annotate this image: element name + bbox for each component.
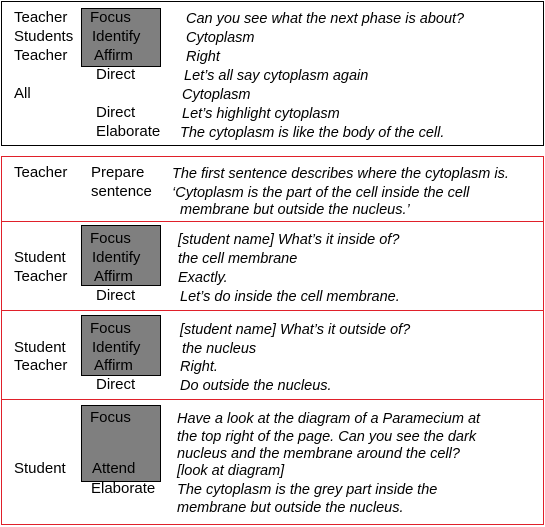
- s2-text-line-2: ‘Cytoplasm is the part of the cell inside the cell: [172, 185, 470, 201]
- s1-text-4: Let’s all say cytoplasm again: [184, 68, 369, 84]
- s5-focus-line-1: Have a look at the diagram of a Paramecium at: [177, 411, 481, 427]
- s1-speaker-5: All: [14, 85, 31, 102]
- s4-move-2: Identify: [92, 339, 141, 356]
- s2-text-line-3: membrane but outside the nucleus.’: [180, 202, 410, 218]
- s1-move-2: Identify: [92, 28, 141, 45]
- s4-text-2: the nucleus: [182, 341, 257, 357]
- s5-elaborate-line-1: The cytoplasm is the grey part inside the: [177, 482, 438, 498]
- s2-move-line-1: Prepare: [91, 164, 145, 181]
- s3-move-4: Direct: [96, 287, 136, 304]
- s2-text-line-1: The first sentence describes where the cytoplasm is.: [172, 166, 509, 182]
- s3-speaker-3: Teacher: [14, 268, 68, 285]
- s1-text-5: Cytoplasm: [182, 87, 251, 103]
- s4-move-4: Direct: [96, 376, 136, 393]
- s1-move-4: Direct: [96, 66, 136, 83]
- s1-move-1: Focus: [90, 9, 131, 26]
- s5-focus-line-3: nucleus and the membrane around the cell?: [177, 446, 460, 462]
- s4-move-3: Affirm: [94, 357, 133, 374]
- s5-focus-line-2: the top right of the page. Can you see the dark: [177, 429, 477, 445]
- s3-move-1: Focus: [90, 230, 131, 247]
- s1-text-3: Right: [186, 49, 220, 65]
- s1-move-7: Elaborate: [96, 123, 161, 140]
- s3-text-4: Let’s do inside the cell membrane.: [180, 289, 400, 305]
- s4-move-1: Focus: [90, 320, 131, 337]
- s3-speaker-2: Student: [14, 249, 66, 266]
- s1-text-2: Cytoplasm: [186, 30, 255, 46]
- s3-text-1: [student name] What’s it inside of?: [178, 232, 400, 248]
- s4-text-4: Do outside the nucleus.: [180, 378, 332, 394]
- s1-text-6: Let’s highlight cytoplasm: [182, 106, 340, 122]
- s1-move-3: Affirm: [94, 47, 133, 64]
- s5-move-elaborate: Elaborate: [91, 480, 156, 497]
- s3-text-3: Exactly.: [178, 270, 228, 286]
- s5-attend-text: [look at diagram]: [177, 463, 285, 479]
- s3-text-2: the cell membrane: [178, 251, 298, 267]
- s4-text-3: Right.: [180, 359, 218, 375]
- s4-speaker-2: Student: [14, 339, 66, 356]
- s1-text-1: Can you see what the next phase is about?: [186, 11, 465, 27]
- s4-text-1: [student name] What’s it outside of?: [180, 322, 411, 338]
- s1-speaker-3: Teacher: [14, 47, 68, 64]
- s1-move-6: Direct: [96, 104, 136, 121]
- s3-move-2: Identify: [92, 249, 141, 266]
- s3-move-3: Affirm: [94, 268, 133, 285]
- s1-text-7: The cytoplasm is like the body of the cell.: [180, 125, 445, 141]
- s5-elaborate-line-2: membrane but outside the nucleus.: [177, 500, 404, 516]
- s1-speaker-2: Students: [14, 28, 74, 45]
- s2-speaker: Teacher: [14, 164, 68, 181]
- s1-speaker-1: Teacher: [14, 9, 68, 26]
- s5-speaker: Student: [14, 460, 66, 477]
- s5-move-attend: Attend: [92, 460, 136, 477]
- s2-move-line-2: sentence: [91, 183, 152, 200]
- s4-speaker-3: Teacher: [14, 357, 68, 374]
- s5-move-focus: Focus: [90, 409, 131, 426]
